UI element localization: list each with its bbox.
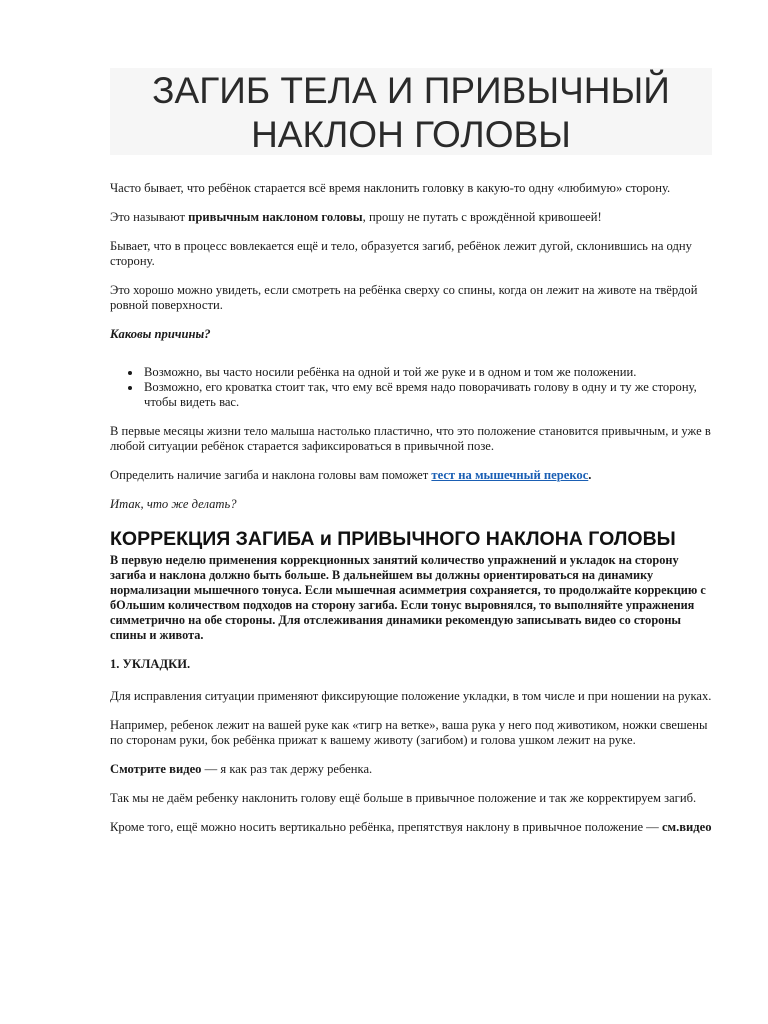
paragraph-what-to-do: Итак, что же делать? — [110, 497, 237, 511]
causes-list — [110, 365, 715, 410]
list-item: • Возможно, вы часто носили ребёнка на одной и той же руке и в одном и том же положении. — [142, 365, 715, 380]
paragraph-lead: В первую неделю применения коррекционных занятий количество упражнений и укладок на сторону загиба и наклона должно быть больше. В дальнейшем вы должны ориентироваться на динамику нормализации мышечного тонуса. Если мышечная асимметрия сохраняется, то продолжайте коррекцию с бОльшим количеством подходов на сторону загиба. Если тонус выровнялся, то выполняйте упражнения симметрично на обе стороны. Для отслеживания динамики рекомендую записывать видео со стороны спины и живота. — [110, 553, 706, 642]
paragraph-habitual-tilt: Это называют привычным наклоном головы, прошу не путать с врождённой кривошеей! — [110, 210, 602, 224]
paragraph-correct: Так мы не даём ребенку наклонить голову ещё больше в привычное положение и так же корректируем загиб. — [110, 791, 697, 805]
subheading-positioning: 1. УКЛАДКИ. — [110, 657, 191, 671]
watch-video-text: Смотрите видео — [110, 762, 202, 776]
muscle-test-link[interactable]: тест на мышечный перекос — [431, 468, 589, 482]
document-body — [110, 181, 715, 849]
paragraph-plastic: В первые месяцы жизни тело малыша настолько пластично, что это положение становится привычным, и уже в любой ситуации ребёнок старается зафиксироваться в привычной позе. — [110, 424, 711, 453]
see-video-text: см.видео — [661, 820, 712, 834]
paragraph-test: Определить наличие загиба и наклона головы вам поможет тест на мышечный перекос. — [110, 468, 592, 482]
paragraph-video: Смотрите видео — я как раз так держу ребенка. — [110, 762, 373, 776]
paragraph-body-bend: Бывает, что в процесс вовлекается ещё и тело, образуется загиб, ребёнок лежит дугой, склонившись на одну сторону. — [110, 239, 692, 268]
paragraph-observe: Это хорошо можно увидеть, если смотреть на ребёнка сверху со спины, когда он лежит на животе на твёрдой ровной поверхности. — [110, 283, 698, 312]
paragraph-tiger: Например, ребенок лежит на вашей руке как «тигр на ветке», ваша рука у него под животиком, ножки свешены по сторонам руки, бок ребёнка прижат к вашему животу (загибом) и голова ушком лежит на руке. — [110, 718, 708, 747]
title-line-1: ЗАГИБ ТЕЛА И ПРИВЫЧНЫЙ — [152, 70, 670, 111]
term-habitual-tilt: привычным наклоном головы — [188, 210, 363, 224]
paragraph-positioning: Для исправления ситуации применяют фиксирующие положение укладки, в том числе и при ношении на руках. — [110, 689, 712, 703]
list-item: • Возможно, его кроватка стоит так, что ему всё время надо поворачивать голову в одну и ту же сторону, чтобы видеть вас. — [142, 380, 715, 410]
section-heading: КОРРЕКЦИЯ ЗАГИБА и ПРИВЫЧНОГО НАКЛОНА ГОЛОВЫ — [110, 528, 676, 550]
document-title — [110, 68, 712, 155]
title-line-2: НАКЛОН ГОЛОВЫ — [251, 114, 571, 155]
causes-heading: Каковы причины? — [110, 327, 211, 341]
paragraph-intro: Часто бывает, что ребёнок старается всё время наклонить головку в какую-то одну «любимую» сторону. — [110, 181, 671, 195]
paragraph-vertical: Кроме того, ещё можно носить вертикально ребёнка, препятствуя наклону в привычное положение — см.видео — [110, 820, 712, 834]
